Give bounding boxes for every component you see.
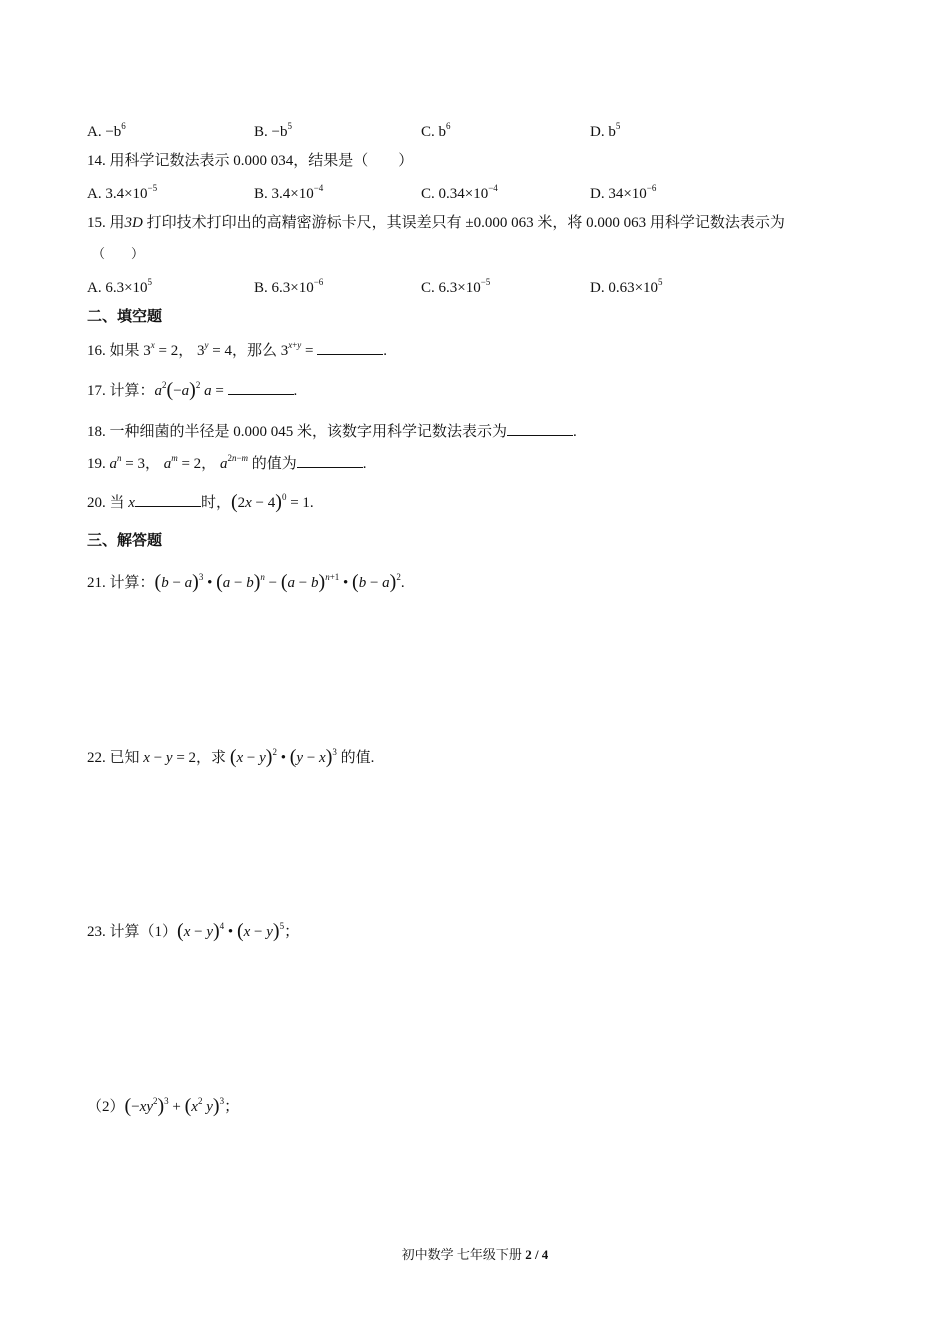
q19: 19. $a^n = 3$， $a^m = 2$， $a^{2n-m}$ 的值为 .	[87, 453, 367, 472]
section-solve-header: 三、解答题	[87, 533, 163, 549]
q13-option-b: B. $-b^5$	[254, 121, 292, 140]
page-footer: 初中数学 七年级下册 2 / 4	[401, 1247, 549, 1262]
page-number: 2 / 4	[525, 1247, 549, 1262]
section-fill-in-header: 二、填空题	[87, 309, 163, 325]
q18: 18. 一种细菌的半径是 0.000 045 米，该数字用科学记数法表示为 .	[87, 421, 577, 442]
q22: 22. 已知 x − y = 2，求 $(x - y)^2$ • $(y - x)^3$ 的值.	[87, 746, 375, 768]
q19-blank[interactable]	[297, 453, 363, 468]
q18-blank[interactable]	[507, 421, 573, 436]
q15-option-b: B. $6.3\times 10^{-6}$	[254, 277, 324, 296]
q15-answer-paren: （ ）	[92, 246, 145, 261]
q15-option-c: C. $6.3\times 10^{-5}$	[421, 277, 491, 296]
q20-blank[interactable]	[135, 492, 201, 507]
q14-option-b: B. $3.4\times 10^{-4}$	[254, 183, 324, 202]
q14-option-a: A. $3.4\times 10^{-5}$	[87, 183, 158, 202]
q15-option-a: A. $6.3\times 10^5$	[87, 277, 153, 296]
q15-stem: 15. 用3D 打印技术打印出的高精密游标卡尺，其误差只有 ±0.000 063 米，将 0.000 063 用科学记数法表示为	[87, 215, 785, 231]
q16: 16. 如果 $3^x = 2$， $3^y = 4$，那么 $3^{x+y}$ = .	[87, 340, 387, 359]
q17: 17. 计算：$a^2(-a)^2$ a = .	[87, 379, 298, 401]
q14-stem: 14. 用科学记数法表示 0.000 034，结果是（ ）	[87, 153, 414, 169]
q17-blank[interactable]	[228, 380, 294, 395]
q13-option-c: C. $b^6$	[421, 121, 451, 140]
q16-blank[interactable]	[317, 340, 383, 355]
q13-option-d: D. $b^5$	[590, 121, 621, 140]
q14-option-c: C. $0.34\times 10^{-4}$	[421, 183, 498, 202]
q21: 21. 计算：$(b - a)^3$ • $(a - b)^n - (a - b)^{n+1}$ • $(b - a)^2$.	[87, 571, 405, 593]
q13-option-a: A. $-b^6$	[87, 121, 126, 140]
q20: 20. 当 x 时，$(2x - 4)^0 = 1$.	[87, 491, 314, 513]
q15-option-d: D. $0.63\times 10^5$	[590, 277, 663, 296]
q23-part2: $(2)(-xy^2)^3 + (x^2$ y)$^3$；	[87, 1095, 240, 1117]
q23-part1: 23. 计算$(1)(x - y)^4$ • $(x - y)^5$；	[87, 920, 300, 942]
q14-option-d: D. $34\times 10^{-6}$	[590, 183, 657, 202]
